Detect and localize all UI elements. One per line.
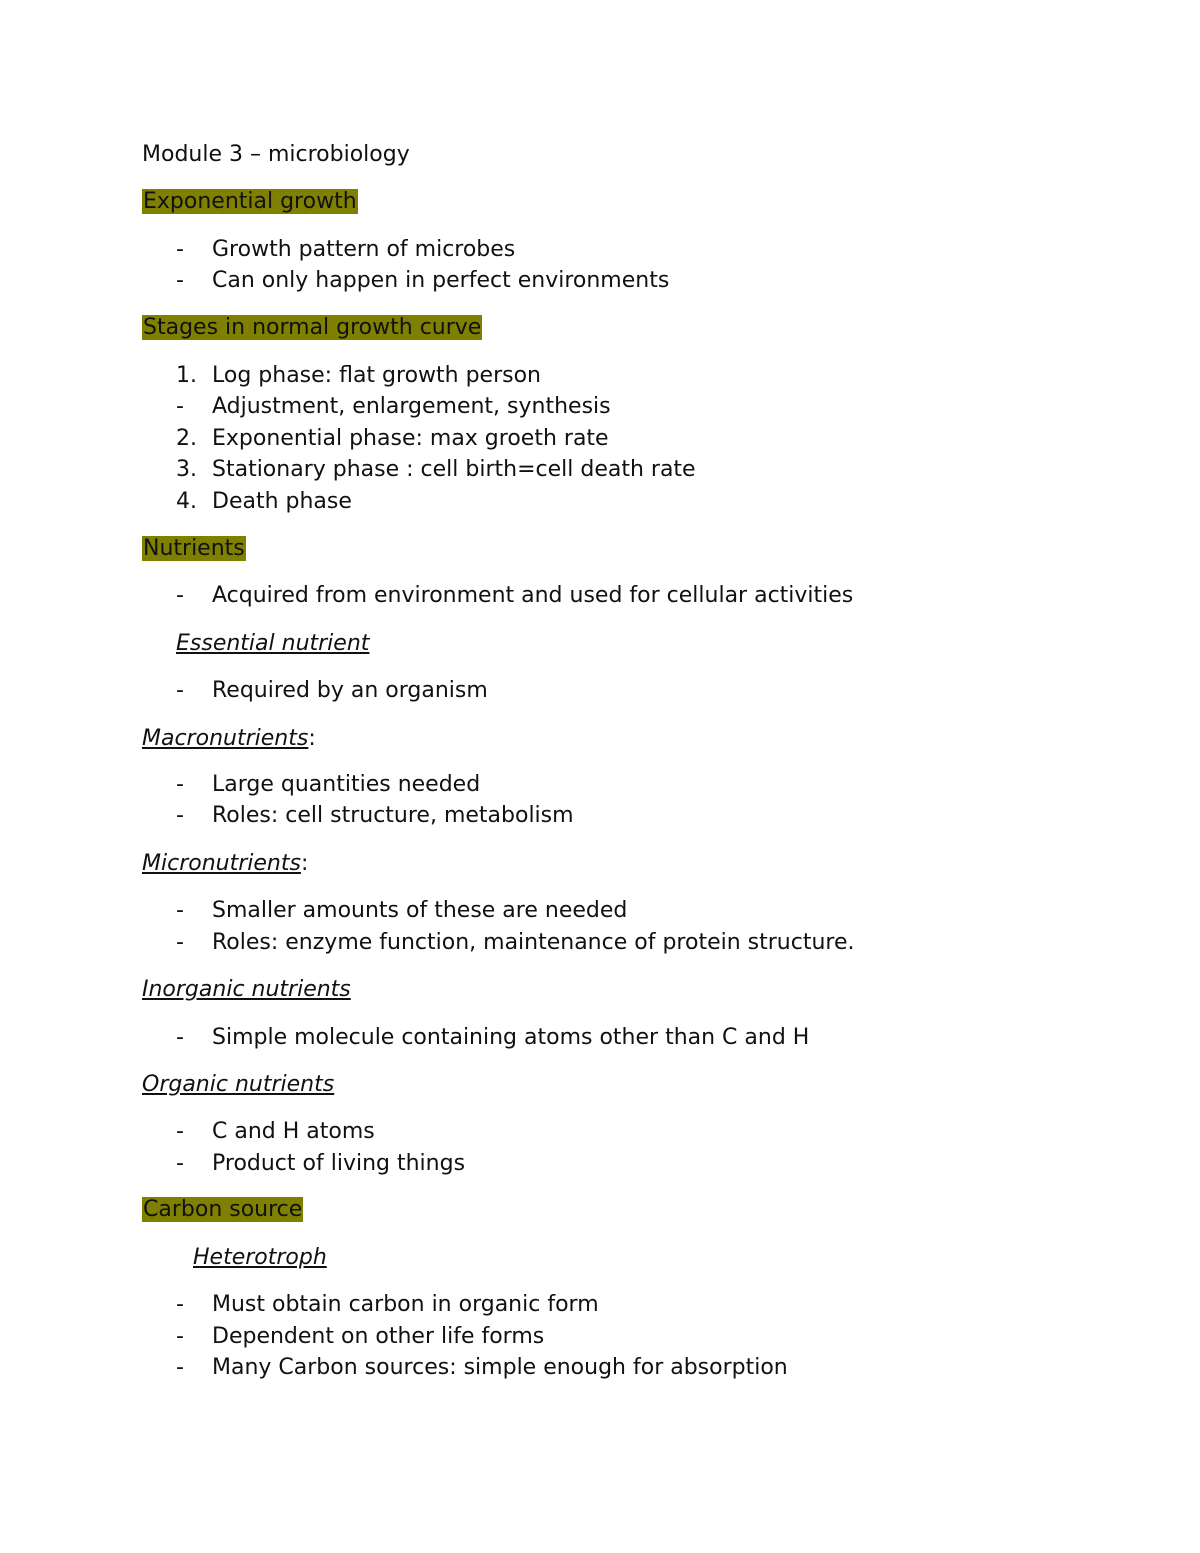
bullet-marker: - bbox=[176, 394, 184, 419]
subheading-label: Inorganic nutrients bbox=[142, 977, 351, 1002]
subheading-heterotroph bbox=[193, 1243, 327, 1273]
bullet-marker: - bbox=[176, 1025, 184, 1050]
list-item-text: Roles: cell structure, metabolism bbox=[212, 803, 574, 828]
list-item-text: Can only happen in perfect environments bbox=[212, 268, 670, 293]
heading-highlight: Nutrients bbox=[143, 536, 245, 561]
list-item bbox=[176, 581, 853, 611]
list-item bbox=[176, 1149, 465, 1179]
bullet-marker: - bbox=[176, 772, 184, 797]
bullet-marker: - bbox=[176, 1151, 184, 1176]
list-item-text: Simple molecule containing atoms other than C and H bbox=[212, 1025, 810, 1050]
list-item-text: Dependent on other life forms bbox=[212, 1324, 545, 1349]
bullet-marker: - bbox=[176, 898, 184, 923]
section-heading-carbon-source bbox=[142, 1195, 303, 1225]
list-item-text: Large quantities needed bbox=[212, 772, 481, 797]
subheading-label: Macronutrients bbox=[142, 726, 309, 751]
list-item bbox=[176, 266, 669, 296]
bullet-marker: - bbox=[176, 678, 184, 703]
list-item bbox=[176, 392, 611, 422]
section-heading-exponential-growth bbox=[142, 187, 358, 217]
section-heading-growth-curve bbox=[142, 313, 482, 343]
bullet-marker: - bbox=[176, 1355, 184, 1380]
list-item-text: Required by an organism bbox=[212, 678, 488, 703]
number-marker: 3. bbox=[176, 457, 197, 482]
heading-highlight: Exponential growth bbox=[143, 189, 357, 214]
list-item bbox=[176, 487, 352, 517]
subheading-essential-nutrient bbox=[176, 629, 369, 659]
list-item bbox=[176, 1322, 544, 1352]
list-item bbox=[176, 770, 480, 800]
list-item-text: Log phase: flat growth person bbox=[212, 363, 541, 388]
list-item bbox=[176, 455, 696, 485]
heading-highlight: Stages in normal growth curve bbox=[143, 315, 482, 340]
bullet-marker: - bbox=[176, 1292, 184, 1317]
number-marker: 2. bbox=[176, 426, 197, 451]
list-item bbox=[176, 235, 515, 265]
list-item bbox=[176, 1023, 809, 1053]
list-item-text: Acquired from environment and used for cellular activities bbox=[212, 583, 854, 608]
subheading-label: Micronutrients bbox=[142, 851, 301, 876]
list-item-text: Exponential phase: max groeth rate bbox=[212, 426, 609, 451]
bullet-marker: - bbox=[176, 1119, 184, 1144]
list-item bbox=[176, 1290, 599, 1320]
subheading-label: Organic nutrients bbox=[142, 1072, 335, 1097]
bullet-marker: - bbox=[176, 237, 184, 262]
list-item bbox=[176, 1353, 788, 1383]
subheading-label: Heterotroph bbox=[193, 1245, 327, 1270]
subheading-label: Essential nutrient bbox=[176, 631, 370, 656]
list-item-text: Growth pattern of microbes bbox=[212, 237, 516, 262]
list-item bbox=[176, 676, 488, 706]
bullet-marker: - bbox=[176, 583, 184, 608]
subheading-inorganic-nutrients bbox=[142, 975, 351, 1005]
number-marker: 1. bbox=[176, 363, 197, 388]
list-item-text: Many Carbon sources: simple enough for absorption bbox=[212, 1355, 788, 1380]
subheading-micronutrients bbox=[142, 849, 308, 879]
bullet-marker: - bbox=[176, 268, 184, 293]
bullet-marker: - bbox=[176, 1324, 184, 1349]
bullet-marker: - bbox=[176, 930, 184, 955]
list-item-text: Stationary phase : cell birth=cell death rate bbox=[212, 457, 696, 482]
list-item-text: Adjustment, enlargement, synthesis bbox=[212, 394, 611, 419]
page-title: Module 3 – microbiology bbox=[142, 142, 410, 167]
list-item-text: Smaller amounts of these are needed bbox=[212, 898, 628, 923]
list-item bbox=[176, 1117, 375, 1147]
subheading-colon: : bbox=[300, 851, 309, 876]
list-item bbox=[176, 801, 574, 831]
list-item-text: Product of living things bbox=[212, 1151, 466, 1176]
section-heading-nutrients bbox=[142, 534, 246, 564]
list-item bbox=[176, 424, 609, 454]
list-item-text: Death phase bbox=[212, 489, 352, 514]
list-item-text: Roles: enzyme function, maintenance of protein structure. bbox=[212, 930, 855, 955]
list-item bbox=[176, 361, 541, 391]
list-item-text: C and H atoms bbox=[212, 1119, 375, 1144]
list-item bbox=[176, 928, 854, 958]
bullet-marker: - bbox=[176, 803, 184, 828]
heading-highlight: Carbon source bbox=[143, 1197, 303, 1222]
list-item bbox=[176, 896, 627, 926]
subheading-organic-nutrients bbox=[142, 1070, 334, 1100]
subheading-colon: : bbox=[308, 726, 316, 751]
subheading-macronutrients bbox=[142, 724, 316, 754]
number-marker: 4. bbox=[176, 489, 197, 514]
list-item-text: Must obtain carbon in organic form bbox=[212, 1292, 599, 1317]
